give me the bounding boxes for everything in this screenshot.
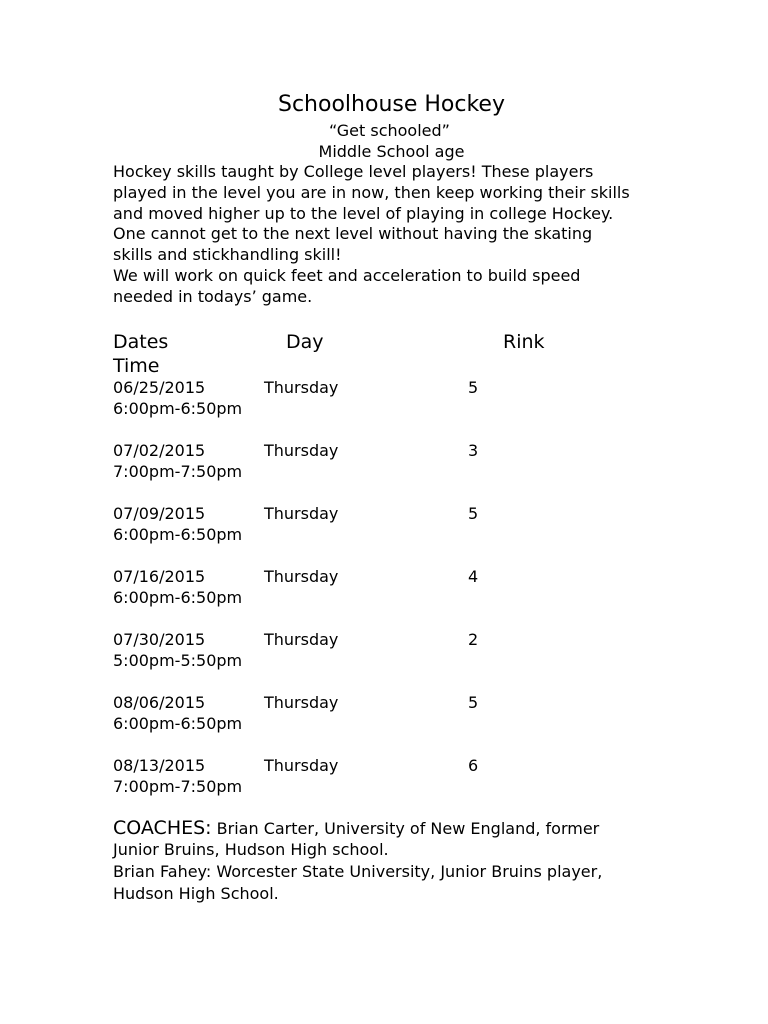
entry-time: 6:00pm-6:50pm [113,587,243,607]
schedule-row [113,692,658,713]
coach-carter: Brian Carter, University of New England, former Junior Bruins, Hudson High school. [113,818,600,860]
header-day: Day [286,330,324,353]
coaches-section [113,818,658,905]
entry-time: 7:00pm-7:50pm [113,776,243,796]
schedule-row [113,566,658,587]
schedule-entry [113,503,658,545]
entry-date: 07/16/2015 [113,566,206,586]
entry-time: 6:00pm-6:50pm [113,398,243,418]
entry-day: Thursday [264,692,339,712]
entry-date: 08/06/2015 [113,692,206,712]
page-title: Schoolhouse Hockey [278,92,505,117]
entry-date: 06/25/2015 [113,377,206,397]
entry-rink: 6 [468,755,479,775]
entry-rink: 5 [468,503,479,523]
header-dates: Dates [113,330,169,353]
entry-day: Thursday [264,377,339,397]
entry-date: 08/13/2015 [113,755,206,775]
entry-rink: 5 [468,377,479,397]
schedule-row [113,755,658,776]
schedule-header [113,330,658,355]
entry-day: Thursday [264,755,339,775]
schedule-row [113,440,658,461]
entry-time: 5:00pm-5:50pm [113,650,243,670]
entry-date: 07/09/2015 [113,503,206,523]
schedule-list [113,377,658,797]
entry-day: Thursday [264,566,339,586]
schedule-entry [113,692,658,734]
entry-day: Thursday [264,629,339,649]
coach-fahey: Brian Fahey: Worcester State University, Junior Bruins player, Hudson High School. [113,862,603,903]
entry-rink: 5 [468,692,479,712]
header-rink: Rink [503,330,545,353]
schedule-entry [113,629,658,671]
entry-day: Thursday [264,440,339,460]
entry-rink: 2 [468,629,479,649]
entry-time: 7:00pm-7:50pm [113,461,243,481]
schedule-entry [113,440,658,482]
age-group: Middle School age [318,142,465,161]
schedule-row [113,629,658,650]
schedule-entry [113,755,658,797]
entry-date: 07/02/2015 [113,440,206,460]
schedule-row [113,503,658,524]
header-time: Time [113,354,160,377]
entry-day: Thursday [264,503,339,523]
tagline: “Get schooled” [329,121,450,140]
entry-time: 6:00pm-6:50pm [113,713,243,733]
schedule-entry [113,566,658,608]
schedule-entry [113,377,658,419]
entry-time: 6:00pm-6:50pm [113,524,243,544]
schedule-row [113,377,658,398]
coaches-label: COACHES: [113,816,212,839]
intro-paragraph: Hockey skills taught by College level players! These players played in the level you are in now, then keep working their skills and moved higher up to the level of playing in college Hockey. One cannot get to the next level without having the skating skills and stickhandling skill! We will work on quick feet and acceleration to build speed needed in todays’ game. [113,162,630,306]
entry-rink: 4 [468,566,479,586]
entry-rink: 3 [468,440,479,460]
entry-date: 07/30/2015 [113,629,206,649]
document-body [113,90,658,904]
